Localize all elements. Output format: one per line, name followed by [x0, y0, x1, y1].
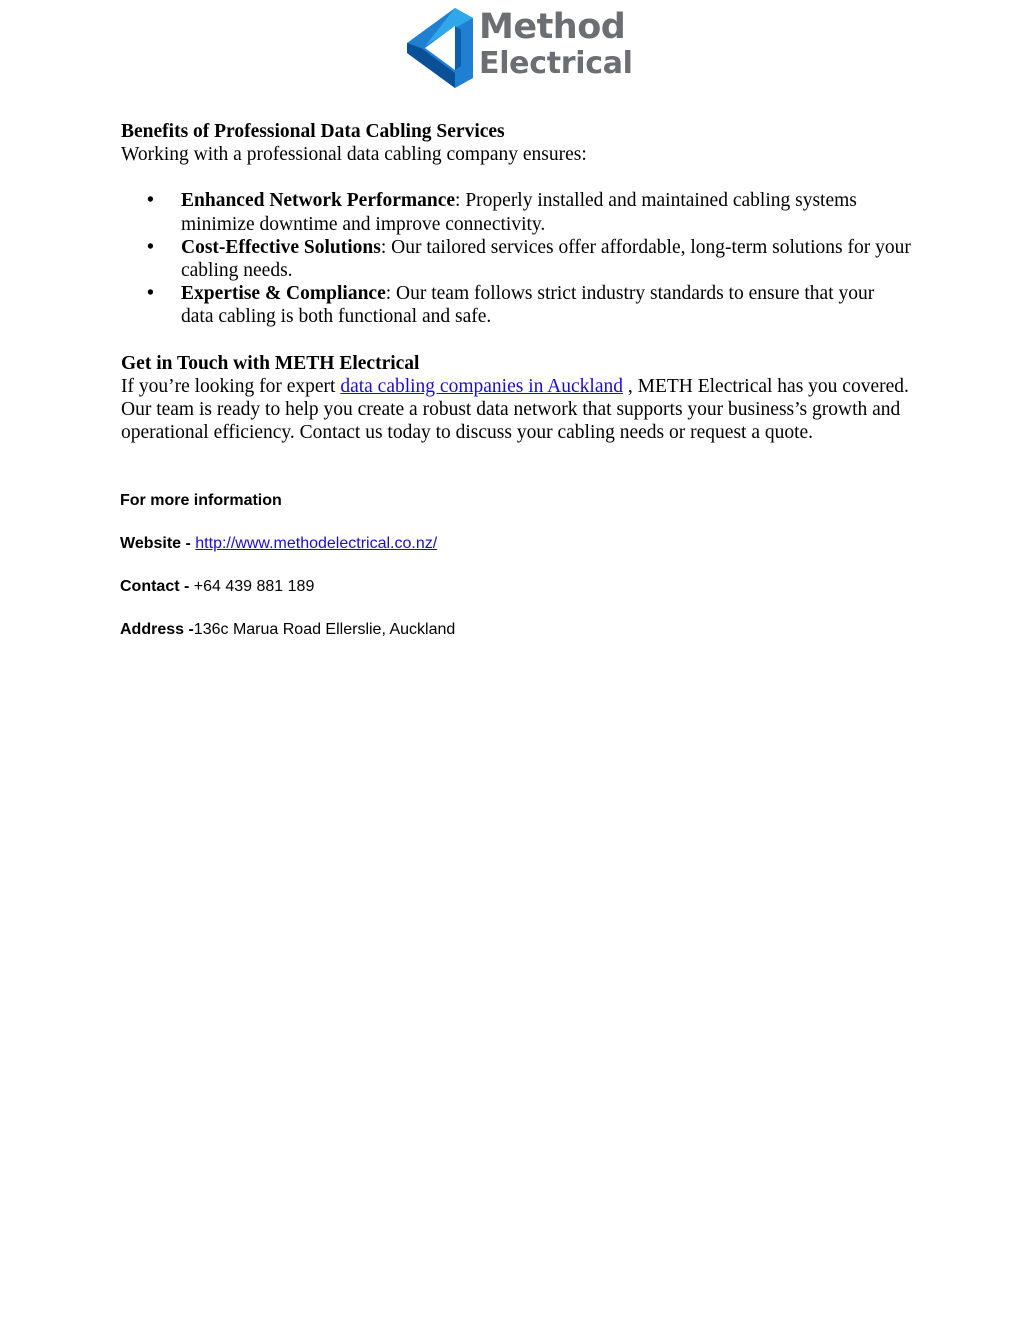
document-body — [121, 120, 911, 444]
list-item — [121, 189, 911, 235]
benefits-heading: Benefits of Professional Data Cabling Services — [121, 121, 505, 142]
bullet-icon: • — [147, 236, 154, 258]
benefit-text: : Our tailored services offer affordable, long-term solutions for your cabling needs. — [181, 236, 911, 282]
logo-text-method: Method — [479, 7, 626, 47]
contact-paragraph — [121, 375, 911, 445]
benefit-title: Expertise & Compliance — [181, 283, 386, 305]
list-item — [121, 282, 911, 328]
benefit-title: Cost-Effective Solutions — [181, 236, 381, 258]
contact-label: Contact - — [120, 578, 194, 595]
contact-phone: +64 439 881 189 — [193, 578, 315, 595]
address-row — [120, 620, 455, 640]
logo-text-electrical: Electrical — [479, 46, 633, 81]
contact-info-block — [120, 491, 455, 663]
hexagon-logo-icon — [405, 8, 475, 88]
benefit-text: : Our team follows strict industry standards to ensure that your data cabling is both functional and safe. — [181, 283, 875, 328]
contact-text-before: If you’re looking for expert — [121, 375, 341, 397]
info-heading: For more information — [120, 492, 282, 509]
company-logo — [405, 8, 645, 88]
benefit-text: : Properly installed and maintained cabling systems minimize downtime and improve connectivity. — [181, 190, 857, 235]
contact-row — [120, 577, 455, 597]
address-value: 136c Marua Road Ellerslie, Auckland — [193, 621, 456, 638]
bullet-icon: • — [147, 190, 154, 212]
contact-heading: Get in Touch with METH Electrical — [121, 352, 420, 374]
benefits-intro: Working with a professional data cabling company ensures: — [121, 144, 587, 166]
benefits-list — [121, 189, 911, 328]
website-label: Website - — [120, 535, 196, 552]
website-row — [120, 534, 455, 554]
contact-text-after: , METH Electrical has you covered. Our team is ready to help you create a robust data network that supports your business’s growth and operational efficiency. Contact us today to discuss your cabling needs or request a quote. — [121, 375, 909, 444]
bullet-icon: • — [147, 283, 154, 305]
data-cabling-link[interactable]: data cabling companies in Auckland — [340, 375, 623, 397]
address-label: Address - — [120, 621, 194, 638]
benefit-title: Enhanced Network Performance — [181, 190, 456, 212]
list-item — [121, 236, 911, 282]
website-link[interactable]: http://www.methodelectrical.co.nz/ — [195, 535, 438, 552]
